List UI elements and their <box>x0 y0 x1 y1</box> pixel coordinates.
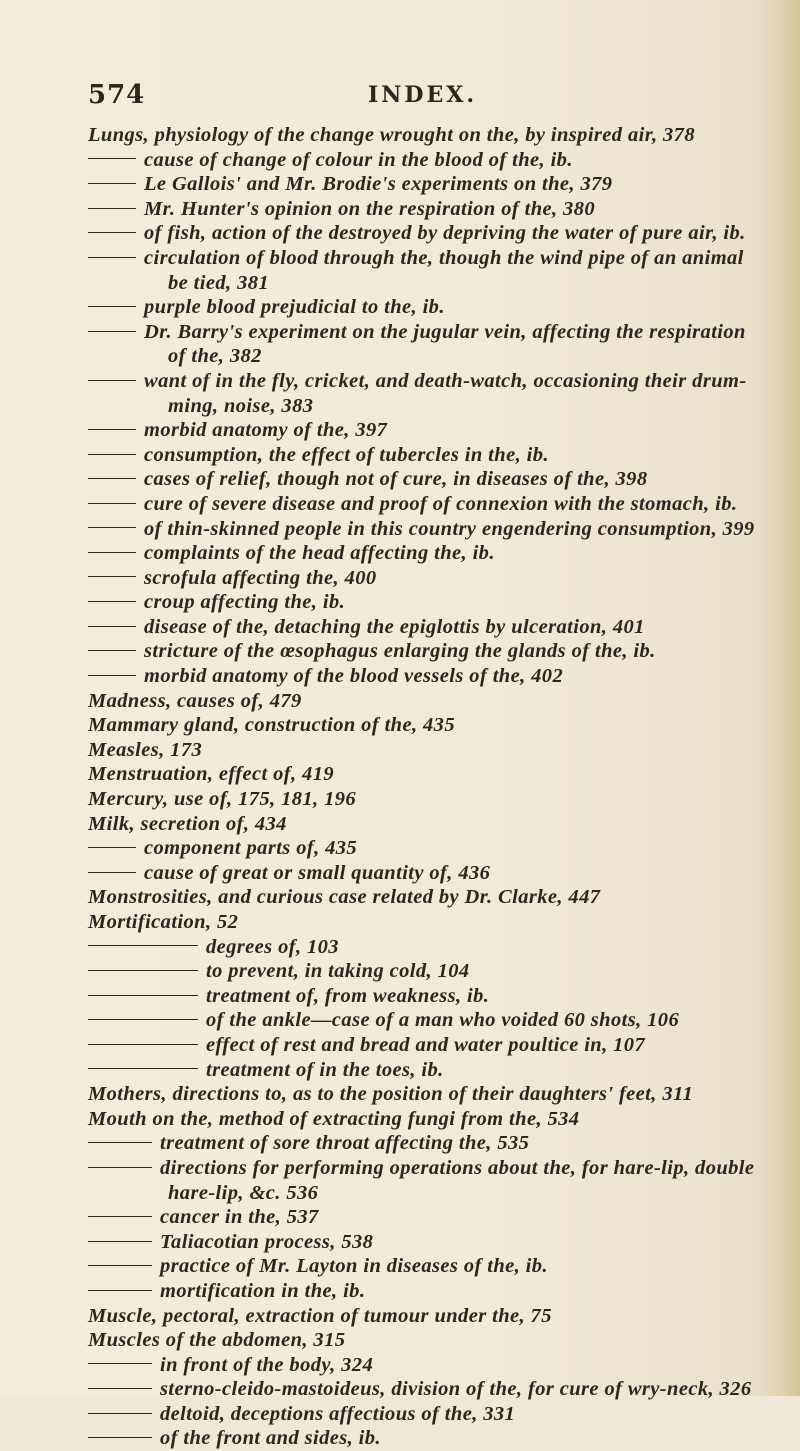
index-entry <box>88 639 738 664</box>
ditto-dash <box>88 331 136 332</box>
entry-continuation: of the, 382 <box>168 345 262 368</box>
entry-continuation: be tied, 381 <box>168 271 270 294</box>
entry-text: Menstruation, effect of, 419 <box>88 763 334 786</box>
index-entry <box>88 1131 738 1156</box>
ditto-dash <box>88 945 198 946</box>
entry-text: component parts of, 435 <box>144 837 358 860</box>
index-entry <box>88 935 738 960</box>
entry-text: complaints of the head affecting the, ib. <box>144 542 495 565</box>
entry-text: Lungs, physiology of the change wrought on the, by inspired air, 378 <box>88 124 695 146</box>
entry-text: want of in the fly, cricket, and death-watch, occasioning their drum- <box>144 369 747 392</box>
entry-text: cure of severe disease and proof of connexion with the stomach, ib. <box>144 492 738 515</box>
ditto-dash <box>88 429 136 430</box>
entry-text: of fish, action of the destroyed by depriving the water of pure air, ib. <box>144 222 746 245</box>
index-entry <box>88 1402 738 1427</box>
entry-text: treatment of in the toes, ib. <box>206 1058 444 1081</box>
running-head: INDEX. <box>368 82 477 108</box>
entry-text: degrees of, 103 <box>206 935 339 958</box>
index-entry <box>88 517 755 542</box>
index-entry <box>88 1107 738 1132</box>
index-entry <box>88 689 738 714</box>
entry-text: Monstrosities, and curious case related by Dr. Clarke, 447 <box>88 886 601 909</box>
entry-text: morbid anatomy of the, 397 <box>144 419 388 442</box>
ditto-dash <box>88 232 136 233</box>
page-number: 574 <box>88 80 146 110</box>
index-entry <box>88 1058 738 1083</box>
index-entry <box>88 320 746 369</box>
ditto-dash <box>88 1413 152 1414</box>
index-entry <box>88 148 738 173</box>
ditto-dash <box>88 306 136 307</box>
entry-text: disease of the, detaching the epiglottis by ulceration, 401 <box>144 615 645 638</box>
ditto-dash <box>88 1363 152 1364</box>
entry-text: sterno-cleido-mastoideus, division of the, for cure of wry-neck, 326 <box>160 1378 752 1401</box>
ditto-dash <box>88 1388 152 1389</box>
index-entry <box>88 762 738 787</box>
index-entry <box>88 197 738 222</box>
entry-text: Milk, secretion of, 434 <box>88 812 287 835</box>
ditto-dash <box>88 1068 198 1069</box>
entry-text: morbid anatomy of the blood vessels of the, 402 <box>144 665 564 688</box>
entry-continuation: hare-lip, &c. 536 <box>168 1181 319 1204</box>
index-entry <box>88 812 738 837</box>
entry-text: cause of change of colour in the blood of the, ib. <box>144 148 573 171</box>
index-entry <box>88 1377 752 1402</box>
ditto-dash <box>88 454 136 455</box>
index-entry <box>88 664 738 689</box>
index-entry <box>88 1254 738 1279</box>
entry-text: in front of the body, 324 <box>160 1353 374 1376</box>
ditto-dash <box>88 675 136 676</box>
ditto-dash <box>88 576 136 577</box>
ditto-dash <box>88 1216 152 1217</box>
index-entries <box>88 123 755 1451</box>
index-entry <box>88 836 738 861</box>
index-entry <box>88 959 738 984</box>
ditto-dash <box>88 183 136 184</box>
entry-text: directions for performing operations about the, for hare-lip, double <box>160 1156 755 1179</box>
ditto-dash <box>88 1290 152 1291</box>
entry-text: Le Gallois' and Mr. Brodie's experiments on the, 379 <box>144 173 613 196</box>
entry-text: treatment of sore throat affecting the, 535 <box>160 1132 530 1155</box>
entry-text: of the front and sides, ib. <box>160 1427 381 1450</box>
ditto-dash <box>88 1437 152 1438</box>
entry-text: purple blood prejudicial to the, ib. <box>144 296 445 319</box>
ditto-dash <box>88 1265 152 1266</box>
ditto-dash <box>88 650 136 651</box>
ditto-dash <box>88 847 136 848</box>
entry-text: Muscle, pectoral, extraction of tumour under the, 75 <box>88 1304 552 1327</box>
index-entry <box>88 984 738 1009</box>
entry-text: consumption, the effect of tubercles in the, ib. <box>144 443 549 466</box>
index-entry <box>88 1156 755 1205</box>
index-entry <box>88 1328 738 1353</box>
ditto-dash <box>88 478 136 479</box>
entry-text: of the ankle—case of a man who voided 60 shots, 106 <box>206 1009 680 1032</box>
index-entry <box>88 295 738 320</box>
index-entry <box>88 443 738 468</box>
index-entry <box>88 615 738 640</box>
ditto-dash <box>88 257 136 258</box>
ditto-dash <box>88 208 136 209</box>
index-entry <box>88 123 738 148</box>
index-entry <box>88 885 738 910</box>
index-entry <box>88 1033 738 1058</box>
ditto-dash <box>88 601 136 602</box>
entry-text: Taliacotian process, 538 <box>160 1230 374 1253</box>
index-entry <box>88 738 738 763</box>
entry-text: practice of Mr. Layton in diseases of the, ib. <box>160 1255 548 1278</box>
entry-text: circulation of blood through the, though the wind pipe of an animal <box>144 246 744 269</box>
ditto-dash <box>88 552 136 553</box>
index-entry <box>88 1008 738 1033</box>
entry-text: Mammary gland, construction of the, 435 <box>88 714 455 737</box>
index-entry <box>88 492 738 517</box>
ditto-dash <box>88 626 136 627</box>
ditto-dash <box>88 995 198 996</box>
entry-text: croup affecting the, ib. <box>144 591 346 614</box>
index-entry <box>88 369 747 418</box>
index-entry <box>88 246 744 295</box>
ditto-dash <box>88 1142 152 1143</box>
ditto-dash <box>88 1167 152 1168</box>
entry-text: deltoid, deceptions affectious of the, 331 <box>160 1402 516 1425</box>
page-edge-shadow <box>760 0 800 1396</box>
index-entry <box>88 1279 738 1304</box>
entry-text: cancer in the, 537 <box>160 1206 319 1229</box>
entry-text: treatment of, from weakness, ib. <box>206 984 490 1007</box>
entry-text: Muscles of the abdomen, 315 <box>88 1329 346 1352</box>
ditto-dash <box>88 1241 152 1242</box>
entry-text: to prevent, in taking cold, 104 <box>206 960 470 983</box>
entry-text: cases of relief, though not of cure, in diseases of the, 398 <box>144 468 648 491</box>
index-entry <box>88 467 738 492</box>
index-entry <box>88 787 738 812</box>
entry-text: Mothers, directions to, as to the position of their daughters' feet, 311 <box>88 1083 694 1106</box>
index-entry <box>88 713 738 738</box>
ditto-dash <box>88 527 136 528</box>
index-entry <box>88 172 738 197</box>
index-entry <box>88 418 738 443</box>
index-entry <box>88 221 746 246</box>
index-entry <box>88 590 738 615</box>
entry-text: stricture of the œsophagus enlarging the glands of the, ib. <box>144 640 656 663</box>
index-entry <box>88 1426 738 1451</box>
page-header <box>88 80 688 116</box>
index-entry <box>88 1230 738 1255</box>
index-entry <box>88 1205 738 1230</box>
index-entry <box>88 1304 738 1329</box>
ditto-dash <box>88 158 136 159</box>
entry-text: Mercury, use of, 175, 181, 196 <box>88 788 357 811</box>
index-entry <box>88 910 738 935</box>
entry-text: Mr. Hunter's opinion on the respiration of the, 380 <box>144 197 595 220</box>
ditto-dash <box>88 503 136 504</box>
index-entry <box>88 861 738 886</box>
entry-text: Measles, 173 <box>88 738 203 761</box>
entry-text: mortification in the, ib. <box>160 1279 366 1302</box>
ditto-dash <box>88 380 136 381</box>
entry-text: effect of rest and bread and water poultice in, 107 <box>206 1033 646 1056</box>
index-entry <box>88 566 738 591</box>
ditto-dash <box>88 970 198 971</box>
entry-text: cause of great or small quantity of, 436 <box>144 861 491 884</box>
entry-text: Mouth on the, method of extracting fungi from the, 534 <box>88 1107 580 1130</box>
entry-continuation: ming, noise, 383 <box>168 394 314 417</box>
entry-text: scrofula affecting the, 400 <box>144 566 377 589</box>
entry-text: Madness, causes of, 479 <box>88 689 302 712</box>
ditto-dash <box>88 872 136 873</box>
index-entry <box>88 1353 738 1378</box>
entry-text: Dr. Barry's experiment on the jugular vein, affecting the respiration <box>144 320 746 343</box>
entry-text: Mortification, 52 <box>88 911 239 933</box>
entry-text: of thin-skinned people in this country engendering consumption, 399 <box>144 517 755 540</box>
ditto-dash <box>88 1019 198 1020</box>
index-entry <box>88 1082 738 1107</box>
index-entry <box>88 541 738 566</box>
ditto-dash <box>88 1044 198 1045</box>
